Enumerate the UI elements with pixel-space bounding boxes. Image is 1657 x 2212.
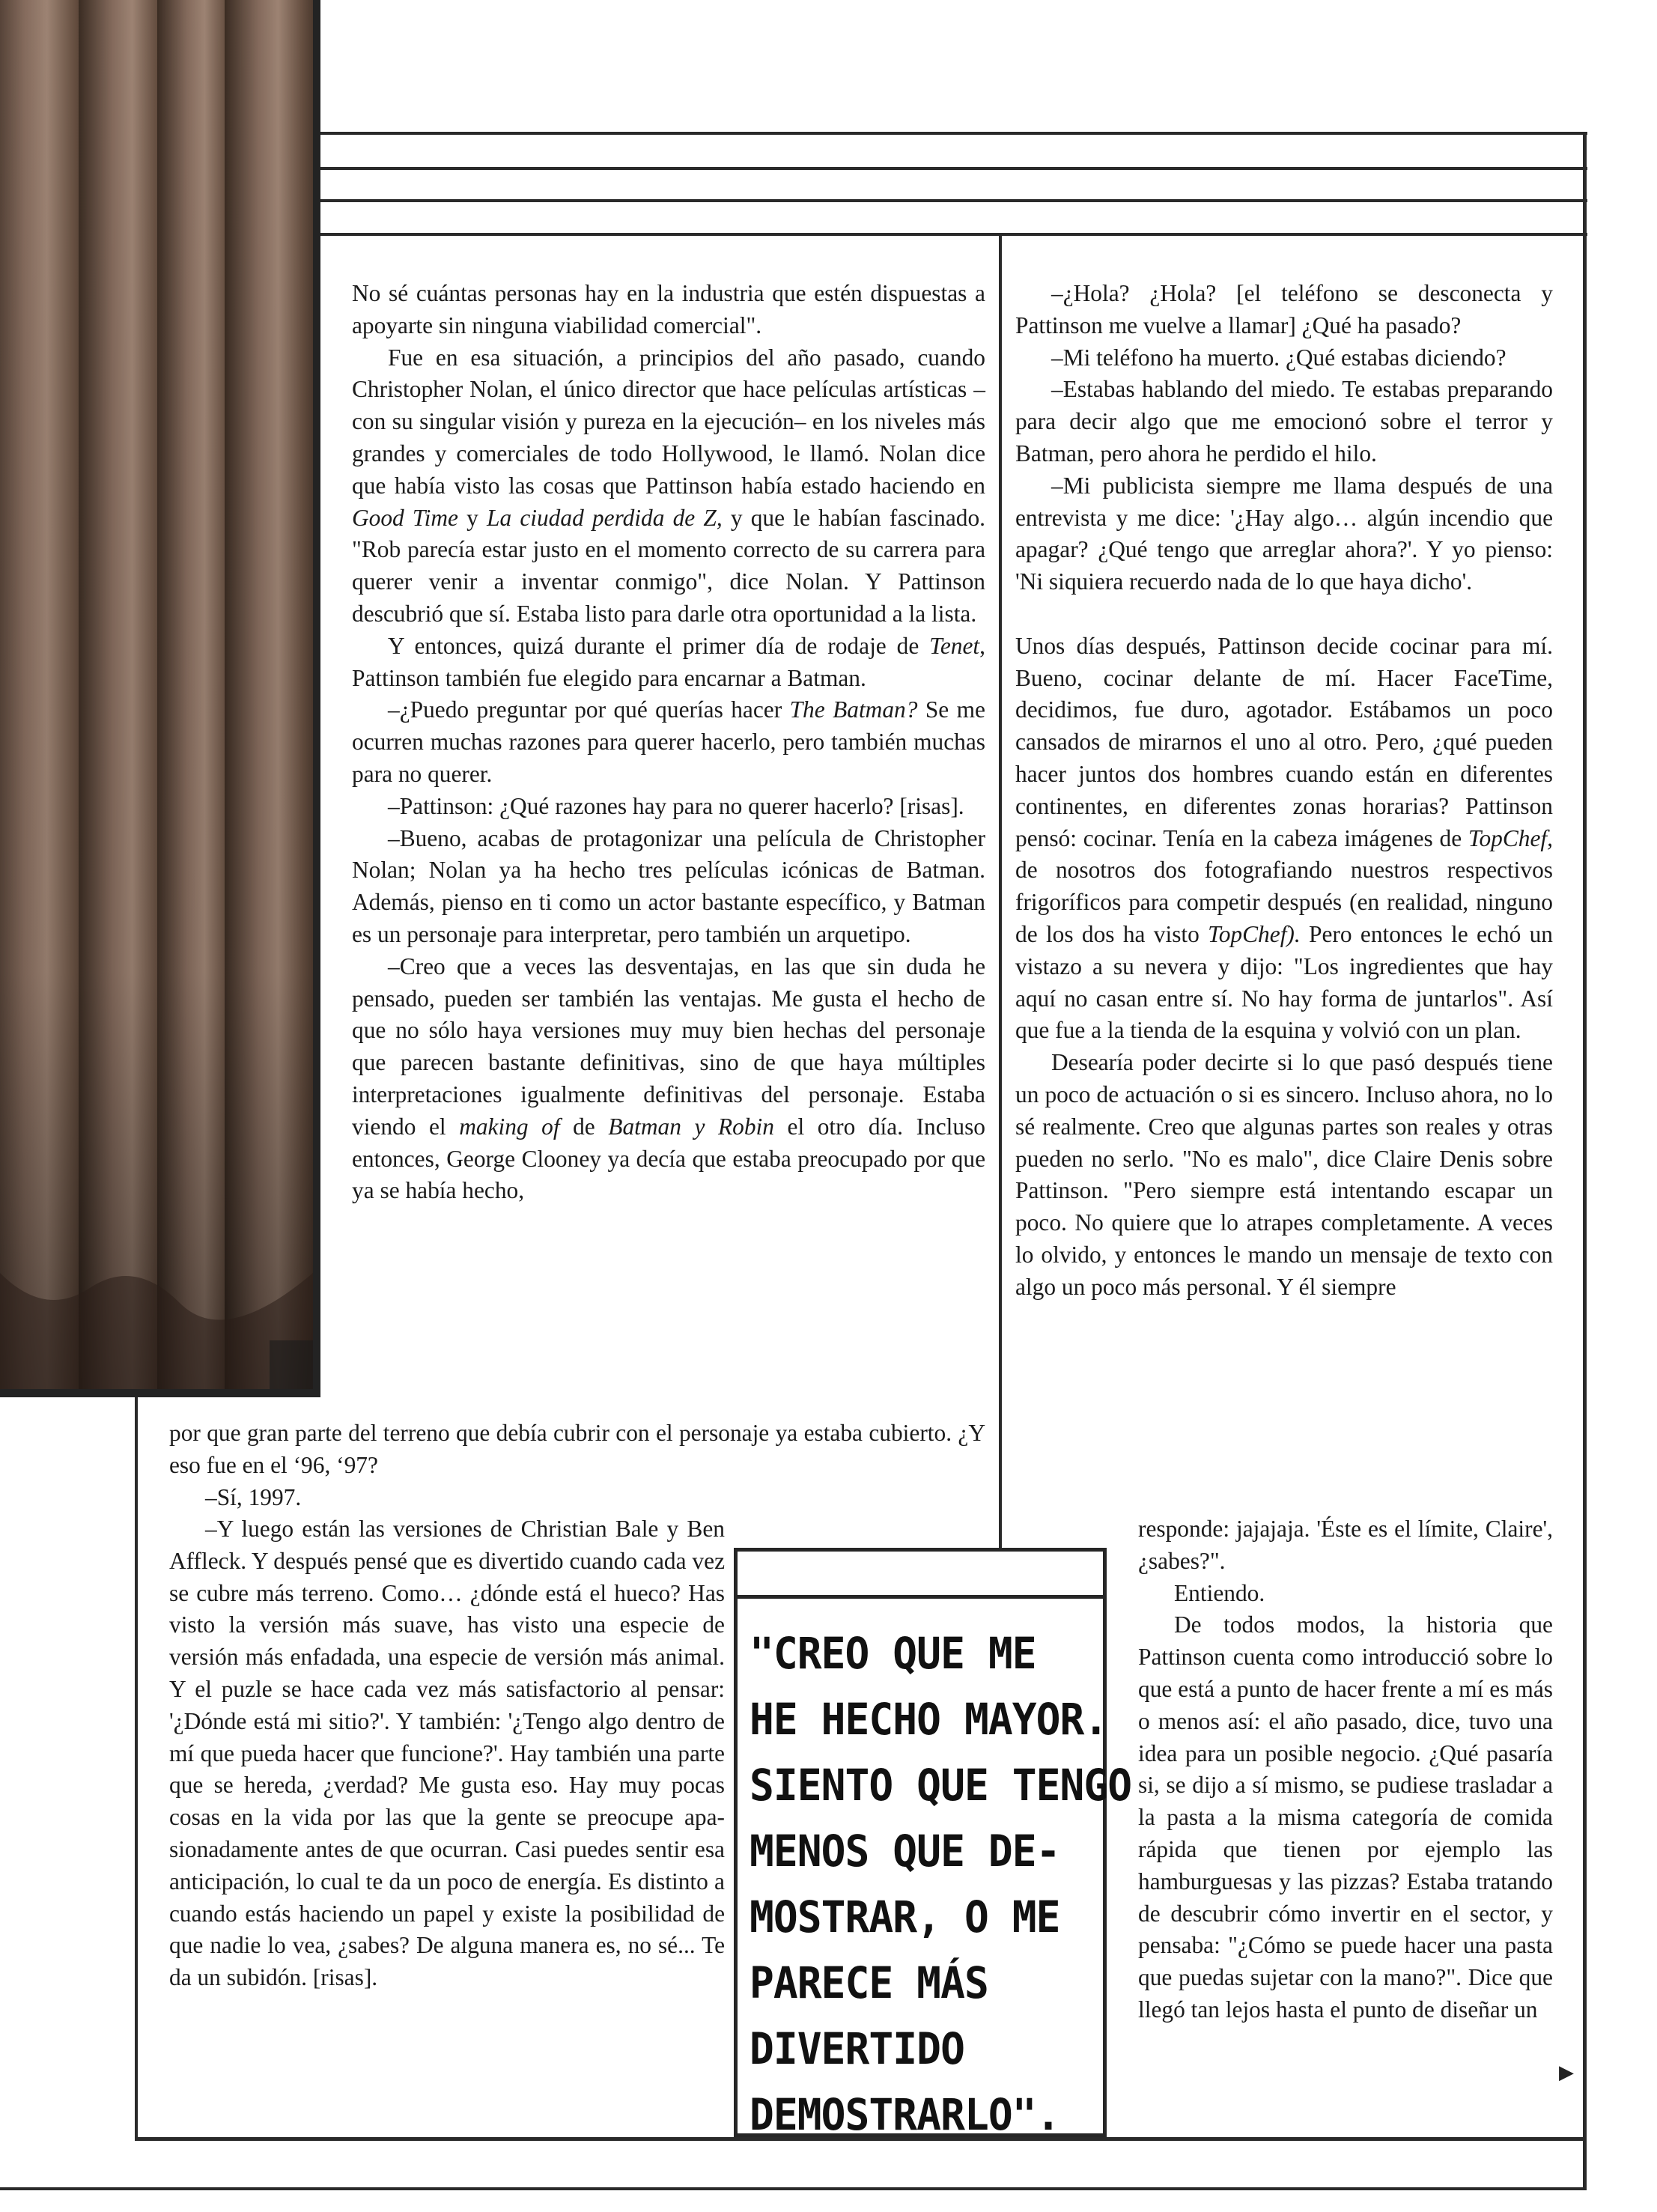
paragraph: –¿Hola? ¿Hola? [el teléfono se desconecta y Pattinson me vuelve a llamar] ¿Qué ha pasado? — [1015, 280, 1553, 338]
paragraph: –Y luego están las versiones de Christian Bale y Ben Affleck. Y después pensé que es divertido cuando cada vez se cubre más terreno. Como… ¿dónde está el hueco? Has visto la versión más suave, has visto una especie de versión más enfadada, una especie de versión más animal. Y el puzle se hace cada vez más satisfactorio al pensar: '¿Dónde está mi sitio?'. Y también: '¿Tengo algo dentro de mí que pueda hacer que funcione?'. Hay también una parte que se hereda, ¿verdad? Me gusta eso. Hay muy pocas cosas en la vida por las que la gente se preocupe apasionadamente antes de que ocurran. Casi puedes sentir esa anticipación, lo cual te da un poco de energía. Es distinto a cuando estás haciendo un papel y existe la posibilidad de que nadie lo vea, ¿sabes? De alguna manera es, no sé... Te da un subidón. [risas]. — [169, 1516, 725, 1991]
article-column-1-lower — [169, 1513, 725, 1994]
paragraph: –Creo que a veces las desventajas, en las que sin duda he pensado, pueden ser también las ventajas. Me gusta el hecho de que no sólo haya versiones muy muy bien hechas del personaje que parecen bastante definitivas, sino de que haya múltiples interpretaciones igualmente definitivas del personaje. Estaba viendo el making of de Batman y Robin el otro día. Incluso entonces, George Clooney ya decía que estaba preocupado por que ya se había hecho, — [352, 952, 985, 1204]
paragraph: De todos modos, la historia que Pattinson cuenta como introducció sobre lo que está a punto de hacer frente a mí es más o menos así: el año pasado, dice, tuvo una idea para un posible negocio. ¿Qué pasaría si, se dijo a sí mismo, se pudiese trasladar a la pasta a la misma categoría de comida rápida que tienen por ejemplo las hamburguesas y las pizzas? Estaba tratando de descubrir cómo invertir en el sector, y pensaba: "¿Cómo se puede hacer una pasta que puedas sujetar con la mano?". Dice que llegó tan lejos hasta el punto de diseñar un — [1138, 1611, 1553, 2023]
frame-bottom-2 — [0, 2187, 1587, 2190]
paragraph: Entiendo. — [1174, 1579, 1265, 1606]
header-rule-1 — [320, 132, 1587, 135]
pull-quote-line: "CREO QUE ME — [750, 1628, 1036, 1679]
paragraph: –Estabas hablando del miedo. Te estabas preparando para decir algo que me emocionó sobre el terror y Batman, pero ahora he perdido el hilo. — [1015, 376, 1553, 467]
photo-frame-right — [313, 0, 320, 1397]
article-column-1 — [352, 278, 985, 1207]
pull-quote — [750, 1620, 1132, 2148]
pull-quote-tab — [734, 1548, 1107, 1599]
paragraph: –¿Puedo preguntar por qué querías hacer The Batman? Se me ocurren muchas razones para querer hacerlo, pero también muchas para no querer. — [352, 696, 985, 787]
paragraph: No sé cuántas personas hay en la industria que estén dispuestas a apoyarte sin ninguna viabilidad comercial". — [352, 280, 985, 338]
paragraph: Y entonces, quizá durante el primer día de rodaje de Tenet, Pattinson también fue elegido para encarnar a Batman. — [352, 632, 985, 691]
continue-arrow-icon: ▶ — [1559, 2061, 1574, 2084]
header-rule-3 — [320, 199, 1587, 202]
paragraph: Fue en esa situación, a principios del año pasado, cuando Christopher Nolan, el único director que hace películas artísticas –con su singular visión y pureza en la ejecución– en los niveles más grandes y comerciales de todo Hollywood, le llamó. Nolan dice que había visto las cosas que Pattinson había estado haciendo en Good Time y La ciudad perdida de Z, y que le habían fascinado. "Rob parecía estar justo en el momento correcto de su carrera para querer venir a inventar conmigo", dice Nolan. Y Pattinson descubrió que sí. Estaba listo para darle otra oportunidad a la lista. — [352, 344, 986, 627]
paragraph: responde: jajajaja. 'Éste es el límite, Claire', ¿sabes?". — [1138, 1516, 1553, 1574]
pull-quote-line: DIVERTIDO — [750, 2023, 964, 2074]
pull-quote-line: DEMOSTRARLO". — [750, 2089, 1060, 2140]
article-column-2 — [1015, 278, 1553, 1304]
paragraph: Desearía poder decirte si lo que pasó después tiene un poco de actuación o si es sincero. Incluso ahora, no lo sé realmente. Creo que algunas partes son reales y otras pueden no serlo. "No es malo", dice Claire Denis sobre Pattinson. "Pero siempre está intentando escapar un poco. No quiere que lo atrapes completamente. A veces lo olvido, y entonces le mando un mensaje de texto con algo un poco más personal. Y él siempre — [1015, 1049, 1553, 1300]
photo-frame-bottom — [0, 1389, 320, 1397]
paragraph: –Bueno, acabas de protagonizar una película de Christopher Nolan; Nolan ya ha hecho tres películas icónicas de Batman. Además, pienso en ti como un actor bastante específico, y Batman es un personaje para interpretar, pero también un arquetipo. — [352, 824, 985, 947]
header-rule-4 — [320, 233, 1587, 236]
header-rule-2 — [320, 167, 1587, 170]
frame-right — [1583, 132, 1587, 2190]
paragraph: –Mi teléfono ha muerto. ¿Qué estabas diciendo? — [1051, 344, 1506, 371]
paragraph: Unos días después, Pattinson decide cocinar para mí. Bueno, cocinar delante de mí. Hacer FaceTime, decidimos, fue duro, agotador. Estábamos un poco cansados de mirarnos el uno al otro. Pero, ¿qué pueden hacer juntos dos hombres cuando están en diferentes continentes, en diferentes zonas horarias? Pattinson pensó: cocinar. Tenía en la cabeza imágenes de TopChef, de nosotros dos fotografiando nuestros respectivos frigoríficos para competir después (en realidad, ninguno de los dos ha visto TopChef). Pero entonces le echó un vistazo a su nevera y dijo: "Los ingredientes que hay aquí no casan entre sí. No hay forma de juntarlos". Así que fue a la tienda de la esquina y volvió con un plan. — [1015, 632, 1553, 1044]
pull-quote-line: PARECE MÁS — [750, 1957, 988, 2008]
frame-left — [135, 1397, 138, 2137]
pull-quote-line: MOSTRAR, O ME — [750, 1892, 1060, 1942]
paragraph: –Sí, 1997. — [205, 1483, 302, 1510]
paragraph: –Mi publicista siempre me llama después de una entrevista y me dice: '¿Hay algo… algún incendio que apagar? ¿Qué tengo que arreglar ahora?'. Y yo pienso: 'Ni siquiera recuerdo nada de lo que haya dicho'. — [1015, 472, 1553, 595]
pull-quote-line: SIENTO QUE TENGO — [750, 1760, 1132, 1811]
paragraph: por que gran parte del terreno que debía cubrir con el personaje ya estaba cubierto. ¿Y eso fue en el ‘96, ‘97? — [169, 1420, 985, 1478]
article-column-1-wide — [169, 1418, 985, 1513]
column-divider — [999, 233, 1002, 1548]
pull-quote-line: MENOS QUE DE- — [750, 1826, 1060, 1877]
pull-quote-box — [734, 1548, 1132, 2140]
pull-quote-line: HE HECHO MAYOR. — [750, 1694, 1108, 1745]
paragraph: –Pattinson: ¿Qué razones hay para no querer hacerlo? [risas]. — [388, 792, 964, 819]
article-column-2-lower — [1138, 1513, 1553, 2026]
curtain-photo — [0, 0, 313, 1389]
